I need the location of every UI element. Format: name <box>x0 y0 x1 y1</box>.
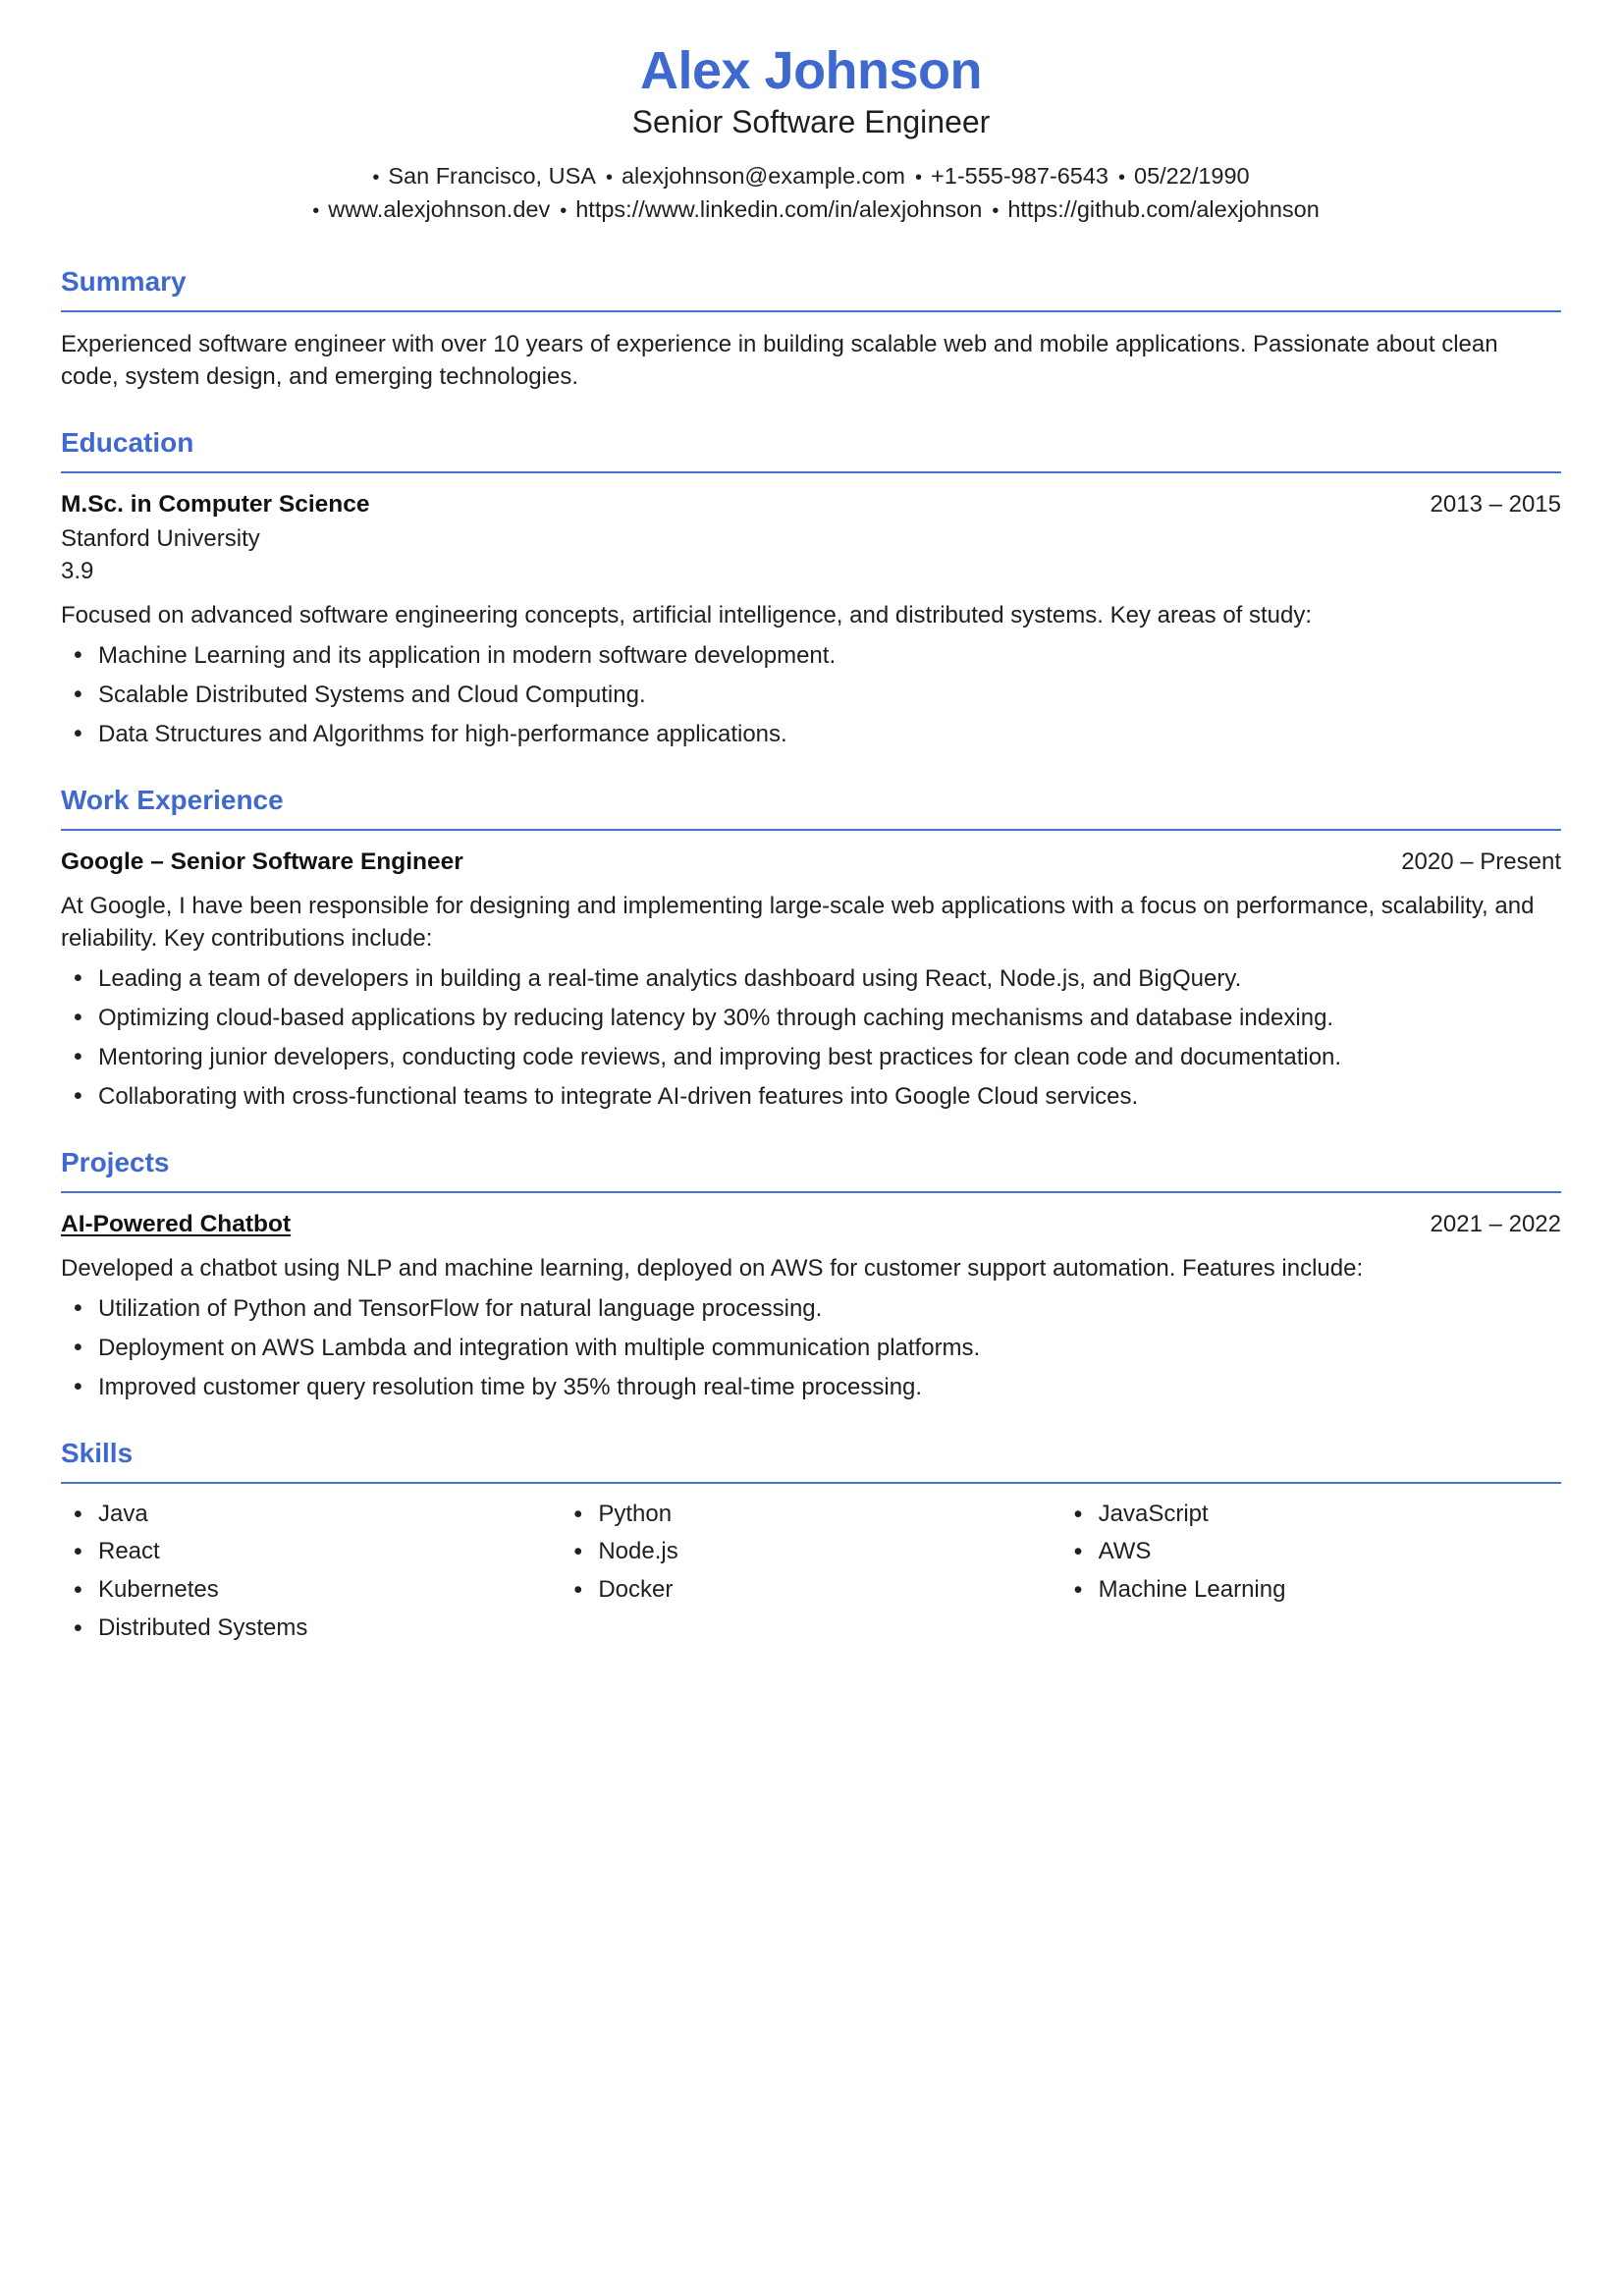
bullet-icon <box>550 192 575 226</box>
bullet-item: • Data Structures and Algorithms for high-performance applications. <box>61 718 1561 750</box>
section-heading-skills: Skills <box>61 1438 134 1469</box>
entry-project-title[interactable]: AI-Powered Chatbot <box>61 1210 292 1237</box>
skill-item: • Python <box>561 1500 1060 1530</box>
contact-item[interactable] <box>905 159 1108 192</box>
bullet-item: • Scalable Distributed Systems and Cloud Computing. <box>61 679 1561 711</box>
contact-item[interactable] <box>982 192 1319 226</box>
contact-item-label: San Francisco, USA <box>388 163 596 190</box>
candidate-name: Alex Johnson <box>639 41 983 100</box>
contact-item[interactable] <box>1108 159 1250 192</box>
section-divider <box>61 1482 1561 1484</box>
work-entry-list <box>61 847 1561 1114</box>
entry-date: 2013 – 2015 <box>1430 490 1561 518</box>
contact-item[interactable] <box>302 192 550 226</box>
education-entry-list <box>61 489 1561 751</box>
section-work-experience <box>61 784 1561 1113</box>
entry-degree: M.Sc. in Computer Science <box>61 490 370 518</box>
section-divider <box>61 829 1561 831</box>
contact-item-label: alexjohnson@example.com <box>621 163 906 190</box>
section-projects <box>61 1146 1561 1403</box>
entry-job-title: Google – Senior Software Engineer <box>61 847 463 875</box>
skills-grid <box>61 1500 1561 1652</box>
section-divider <box>61 471 1561 473</box>
bullet-icon <box>905 159 931 192</box>
entry-description: Focused on advanced software engineering concepts, artificial intelligence, and distributed systems. Key areas of study: <box>61 601 1313 629</box>
skill-item: • Distributed Systems <box>61 1613 561 1644</box>
contact-item-label: https://github.com/alexjohnson <box>1007 196 1320 223</box>
section-heading-education: Education <box>61 427 194 458</box>
skill-item: • Node.js <box>561 1537 1060 1567</box>
bullet-item: • Deployment on AWS Lambda and integration with multiple communication platforms. <box>61 1332 1561 1364</box>
entry-bullet-list <box>61 962 1561 1113</box>
skill-item: • Machine Learning <box>1061 1575 1561 1606</box>
contact-item-label: https://www.linkedin.com/in/alexjohnson <box>575 196 983 223</box>
skill-item: • Docker <box>561 1575 1060 1606</box>
bullet-icon <box>1108 159 1134 192</box>
contact-item-label: +1-555-987-6543 <box>931 163 1108 190</box>
skill-item: • JavaScript <box>1061 1500 1561 1530</box>
work-entry <box>61 847 1561 1114</box>
bullet-item: • Optimizing cloud-based applications by reducing latency by 30% through caching mechanisms and database indexing. <box>61 1002 1561 1034</box>
entry-date: 2020 – Present <box>1401 847 1561 875</box>
skill-item: • AWS <box>1061 1537 1561 1567</box>
section-education <box>61 426 1561 750</box>
project-entry <box>61 1209 1561 1403</box>
bullet-icon <box>596 159 622 192</box>
contact-line-primary <box>61 159 1561 192</box>
entry-institution: Stanford University <box>61 525 260 553</box>
bullet-item: • Leading a team of developers in building a real-time analytics dashboard using React, Node.js, and BigQuery. <box>61 962 1561 995</box>
entry-description: Developed a chatbot using NLP and machine learning, deployed on AWS for customer support automation. Features include: <box>61 1254 1364 1282</box>
entry-header <box>61 489 1561 520</box>
bullet-item: • Machine Learning and its application in modern software development. <box>61 639 1561 672</box>
bullet-item: • Mentoring junior developers, conducting code reviews, and improving best practices for clean code and documentation. <box>61 1041 1561 1073</box>
section-skills <box>61 1437 1561 1651</box>
bullet-item: • Collaborating with cross-functional teams to integrate AI-driven features into Google Cloud services. <box>61 1080 1561 1113</box>
contact-line-secondary <box>61 192 1561 226</box>
entry-header <box>61 847 1561 878</box>
bullet-icon <box>982 192 1007 226</box>
contact-item[interactable] <box>596 159 905 192</box>
contact-item-label: www.alexjohnson.dev <box>328 196 551 223</box>
bullet-icon <box>372 159 388 192</box>
entry-date: 2021 – 2022 <box>1430 1210 1561 1237</box>
education-entry <box>61 489 1561 751</box>
project-entry-list <box>61 1209 1561 1403</box>
section-heading-projects: Projects <box>61 1147 170 1178</box>
entry-bullet-list <box>61 1292 1561 1403</box>
skill-item: • Java <box>61 1500 561 1530</box>
bullet-icon <box>302 192 328 226</box>
entry-description: At Google, I have been responsible for designing and implementing large-scale web applications with a focus on performance, scalability, and reliability. Key contributions include: <box>61 892 1535 952</box>
entry-header <box>61 1209 1561 1240</box>
section-divider <box>61 1191 1561 1193</box>
resume-header <box>61 41 1561 226</box>
candidate-job-title: Senior Software Engineer <box>631 104 991 140</box>
contact-item[interactable] <box>372 159 596 192</box>
contact-item-label: 05/22/1990 <box>1134 163 1250 190</box>
section-divider <box>61 310 1561 312</box>
section-summary <box>61 265 1561 393</box>
entry-bullet-list <box>61 639 1561 750</box>
entry-gpa: 3.9 <box>61 557 94 584</box>
bullet-item: • Utilization of Python and TensorFlow for natural language processing. <box>61 1292 1561 1325</box>
skill-item: • Kubernetes <box>61 1575 561 1606</box>
bullet-item: • Improved customer query resolution time by 35% through real-time processing. <box>61 1371 1561 1403</box>
contact-item[interactable] <box>550 192 982 226</box>
skill-item: • React <box>61 1537 561 1567</box>
section-heading-summary: Summary <box>61 266 187 298</box>
section-heading-work-experience: Work Experience <box>61 785 284 816</box>
summary-text: Experienced software engineer with over 10 years of experience in building scalable web and mobile applications. Passionate about clean code, system design, and emerging technologies. <box>61 330 1498 390</box>
